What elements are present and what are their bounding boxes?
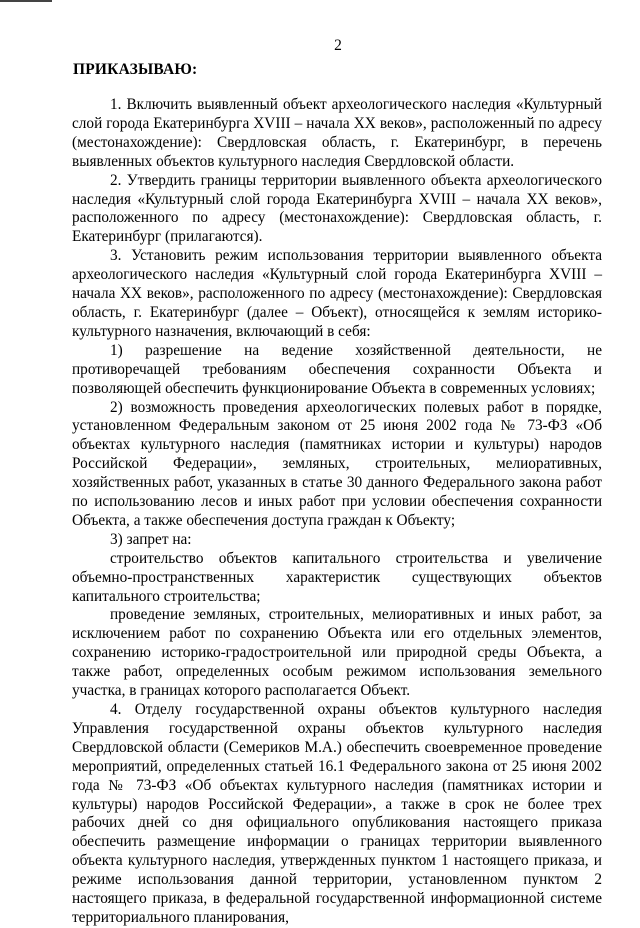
- paragraph-item-2: 2. Утвердить границы территории выявленного объекта археологического наследия «Культурный слой города Екатеринбурга XVIII – начала XX веков», расположенного по адресу (местонахождение): Свердловская область, г. Екатеринбург (прилагаются).: [72, 171, 602, 246]
- top-rule: [0, 0, 52, 2]
- paragraph-subitem-3: 3) запрет на:: [110, 530, 192, 548]
- page-number: 2: [334, 37, 342, 54]
- prohibition-construction: строительство объектов капитального строительства и увеличение объемно-пространственных характеристик существующих объектов капитального строительства;: [72, 549, 602, 605]
- paragraph-item-4: 4. Отделу государственной охраны объектов культурного наследия Управления государственной охраны объектов культурного наследия Свердловской области (Семериков М.А.) обеспечить своевременное проведение мероприятий, определенных статьей 16.1 Федерального закона от 25 июня 2002 года № 73-ФЗ «Об объектах культурного наследия (памятниках истории и культуры) народов Российской Федерации», а также в срок не более трех рабочих дней со дня официального опубликования настоящего приказа обеспечить размещение информации о границах территории выявленного объекта культурного наследия, утвержденных пунктом 1 настоящего приказа, и режиме использования данной территории, установленном пунктом 2 настоящего приказа, в федеральной государственной информационной системе территориального планирования,: [72, 701, 602, 926]
- paragraph-item-3: 3. Установить режим использования территории выявленного объекта археологического наследия «Культурный слой города Екатеринбурга XVIII – начала XX веков», расположенного по адресу (местонахождение): Свердловская область, г. Екатеринбург (далее – Объект), относящейся к землям историко-культурного назначения, включающий в себя:: [72, 247, 602, 340]
- document-body: [72, 96, 602, 928]
- paragraph-subitem-2: 2) возможность проведения археологических полевых работ в порядке, установленном Федеральным законом от 25 июня 2002 года № 73-ФЗ «Об объектах культурного наследия (памятниках истории и культуры) народов Российской Федерации», земляных, строительных, мелиоративных, хозяйственных работ, указанных в статье 30 данного Федерального закона работ по использованию лесов и иных работ при условии обеспечения сохранности Объекта, а также обеспечения доступа граждан к Объекту;: [72, 398, 602, 529]
- paragraph-item-1: 1. Включить выявленный объект археологического наследия «Культурный слой города Екатеринбурга XVIII – начала XX веков», расположенный по адресу (местонахождение): Свердловская область, г. Екатеринбург, в перечень выявленных объектов культурного наследия Свердловской области.: [72, 96, 602, 170]
- prohibition-works: проведение земляных, строительных, мелиоративных и иных работ, за исключением работ по сохранению Объекта или его отдельных элементов, сохранению историко-градостроительной или природной среды Объекта, а также работ, определенных особым режимом использования земельного участка, в границах которого располагается Объект.: [72, 606, 602, 700]
- order-heading: ПРИКАЗЫВАЮ:: [73, 61, 198, 78]
- paragraph-subitem-1: 1) разрешение на ведение хозяйственной деятельности, не противоречащей требованиям обеспечения сохранности Объекта и позволяющей обеспечить функционирование Объекта в современных условиях;: [72, 341, 602, 397]
